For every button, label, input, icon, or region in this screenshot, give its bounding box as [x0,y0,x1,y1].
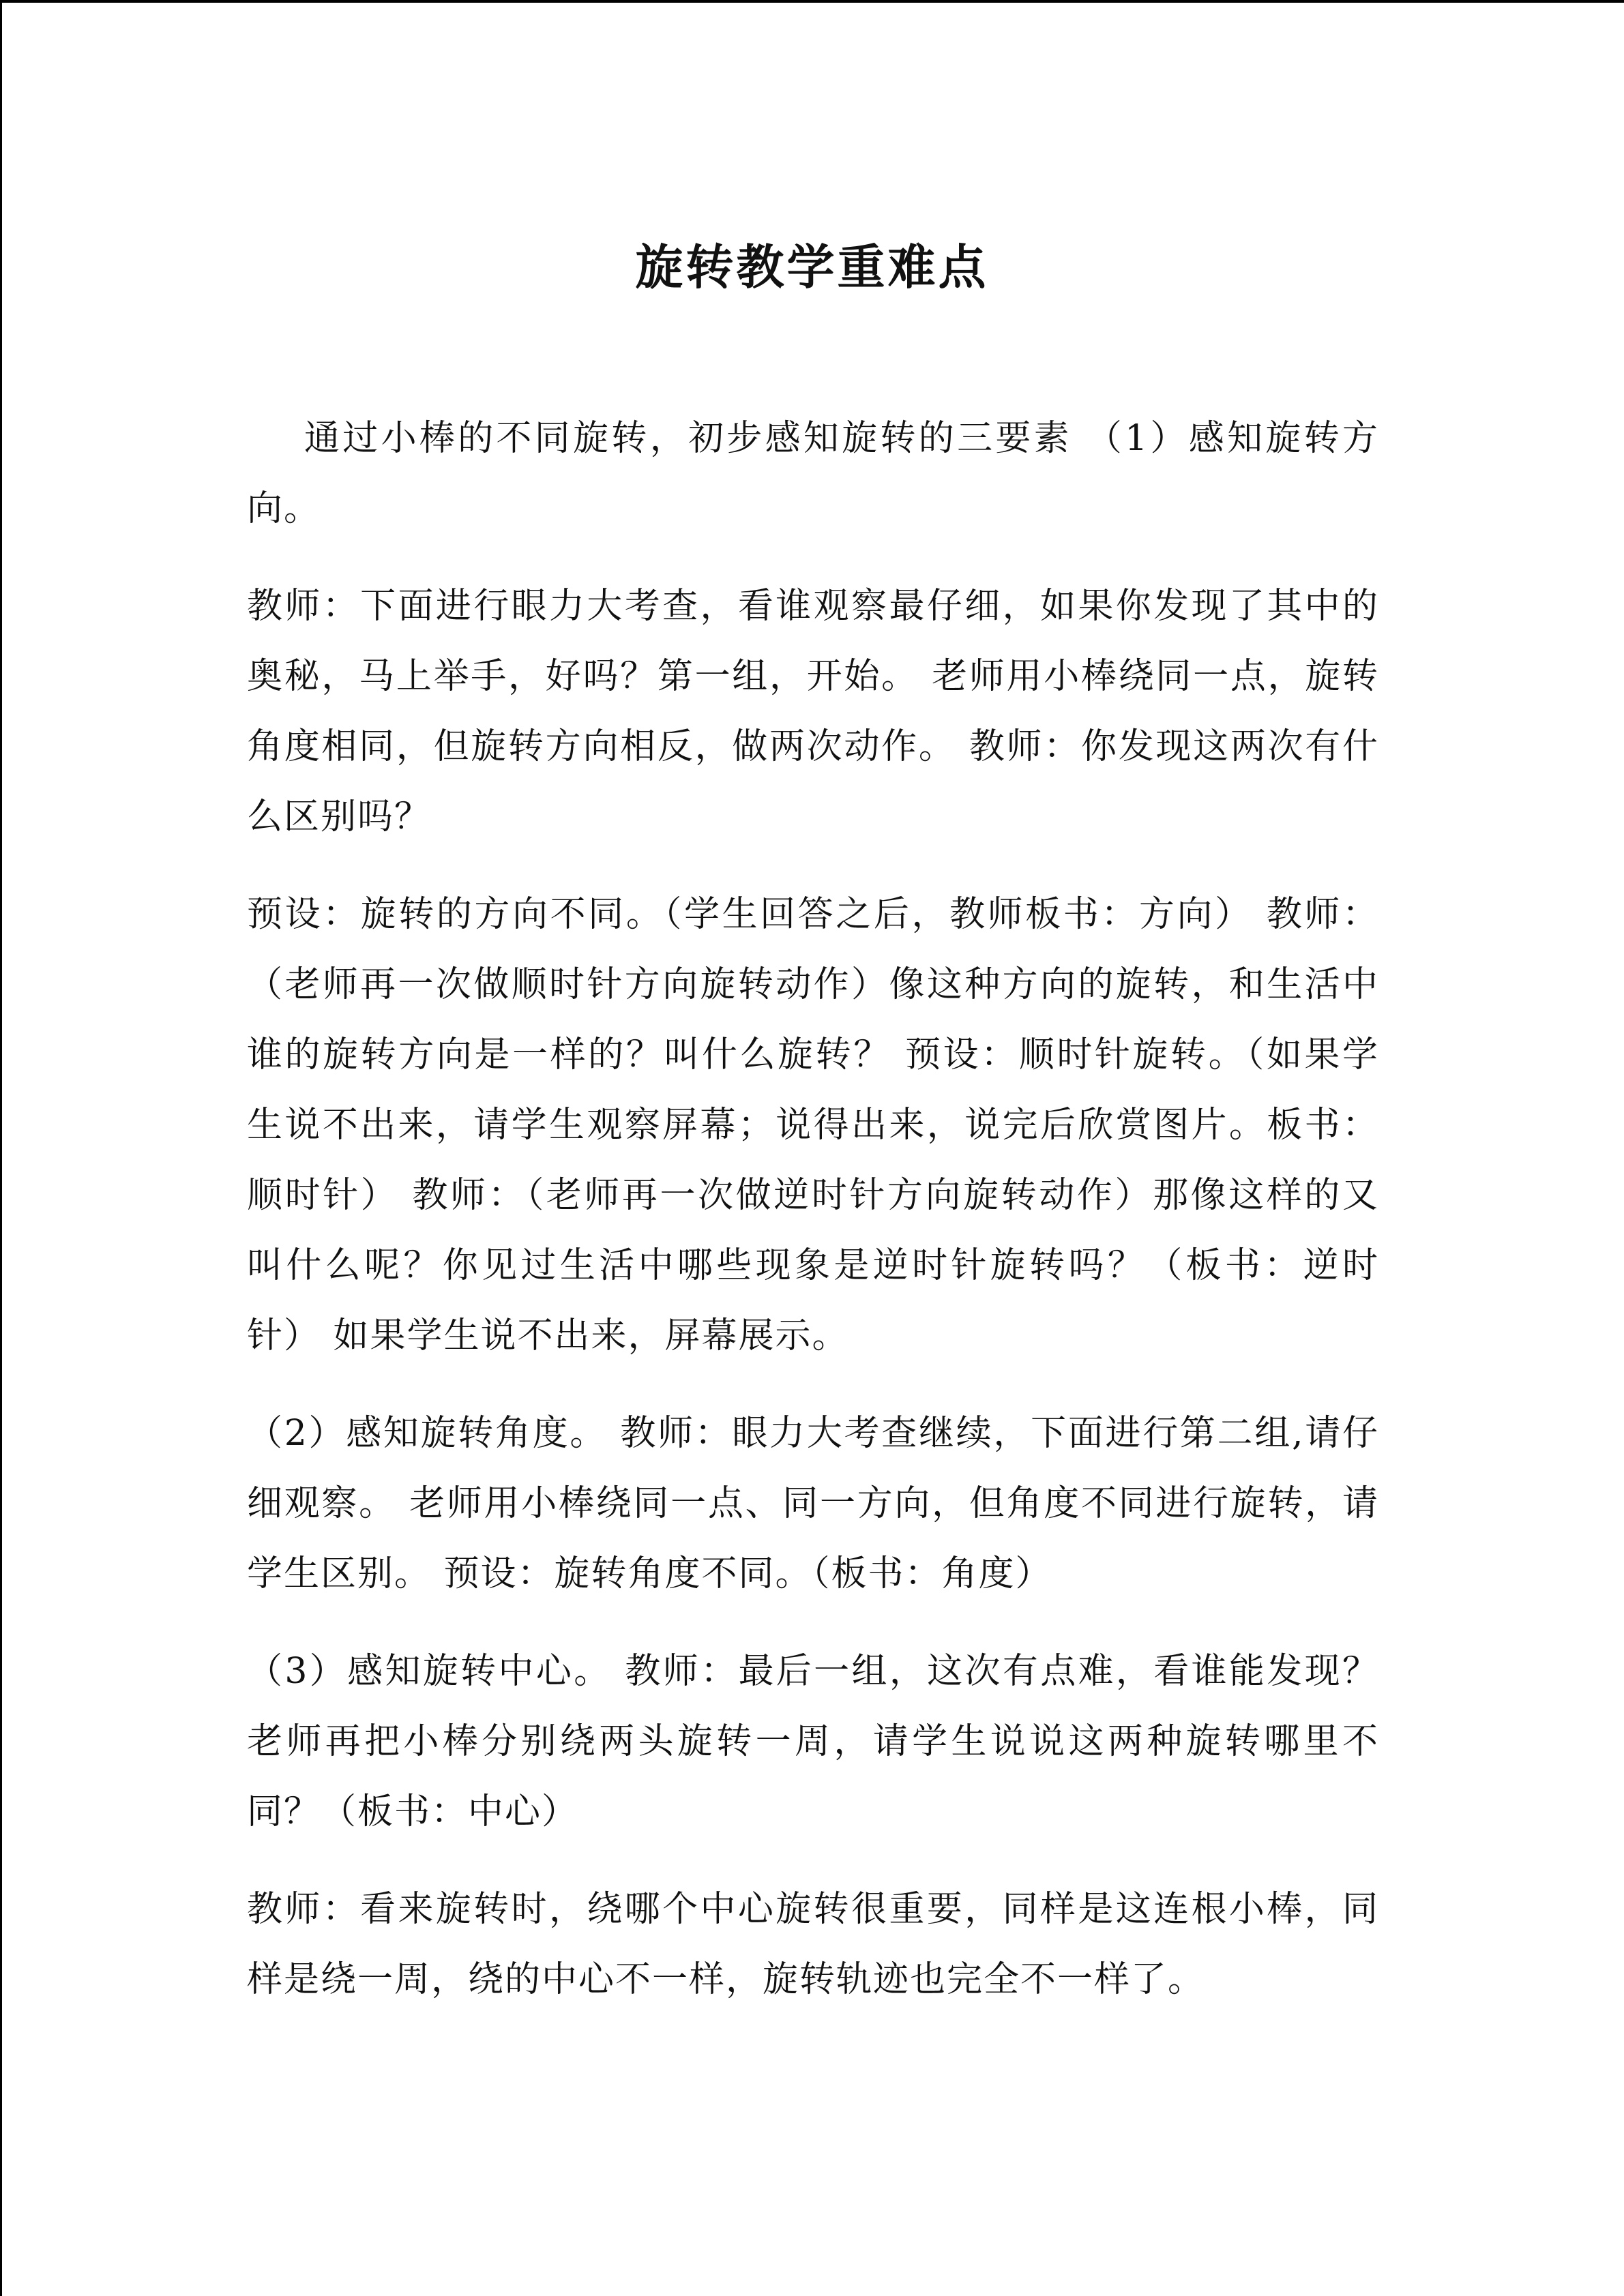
document-body [247,404,1379,2042]
paragraph-angle: （2）感知旋转角度。 教师：眼力大考查继续，下面进行第二组,请仔细观察。 老师用小棒绕同一点、同一方向，但角度不同进行旋转，请学生区别。 预设：旋转角度不同。（板书：角度） [247,1413,1379,1594]
paragraph-direction-activity: 教师：下面进行眼力大考查，看谁观察最仔细，如果你发现了其中的奥秘，马上举手，好吗？第一组，开始。 老师用小棒绕同一点，旋转角度相同，但旋转方向相反，做两次动作。 教师：你发现这两次有什么区别吗？ [247,586,1379,837]
paragraph-center: （3）感知旋转中心。 教师：最后一组，这次有点难，看谁能发现？ 老师再把小棒分别绕两头旋转一周，请学生说说这两种旋转哪里不同？（板书：中心） [247,1651,1379,1832]
document-title: 旋转教学重难点 [635,238,989,295]
paragraph-conclusion: 教师：看来旋转时，绕哪个中心旋转很重要，同样是这连根小棒，同样是绕一周，绕的中心不一样，旋转轨迹也完全不一样了。 [247,1889,1379,2000]
paragraph-direction-presets: 预设：旋转的方向不同。（学生回答之后，教师板书：方向） 教师：（老师再一次做顺时针方向旋转动作）像这种方向的旋转，和生活中谁的旋转方向是一样的？叫什么旋转？ 预设：顺时针旋转。（如果学生说不出来，请学生观察屏幕；说得出来，说完后欣赏图片。板书：顺时针） 教师：（老师再一次做逆时针方向旋转动作）那像这样的又叫什么呢？你见过生活中哪些现象是逆时针旋转吗？（板书：逆时针） 如果学生说不出来，屏幕展示。 [247,894,1379,1356]
page-top-border [0,0,1624,3]
page-left-border [0,0,2,2296]
paragraph-intro: 通过小棒的不同旋转，初步感知旋转的三要素 （1）感知旋转方向。 [247,418,1379,529]
